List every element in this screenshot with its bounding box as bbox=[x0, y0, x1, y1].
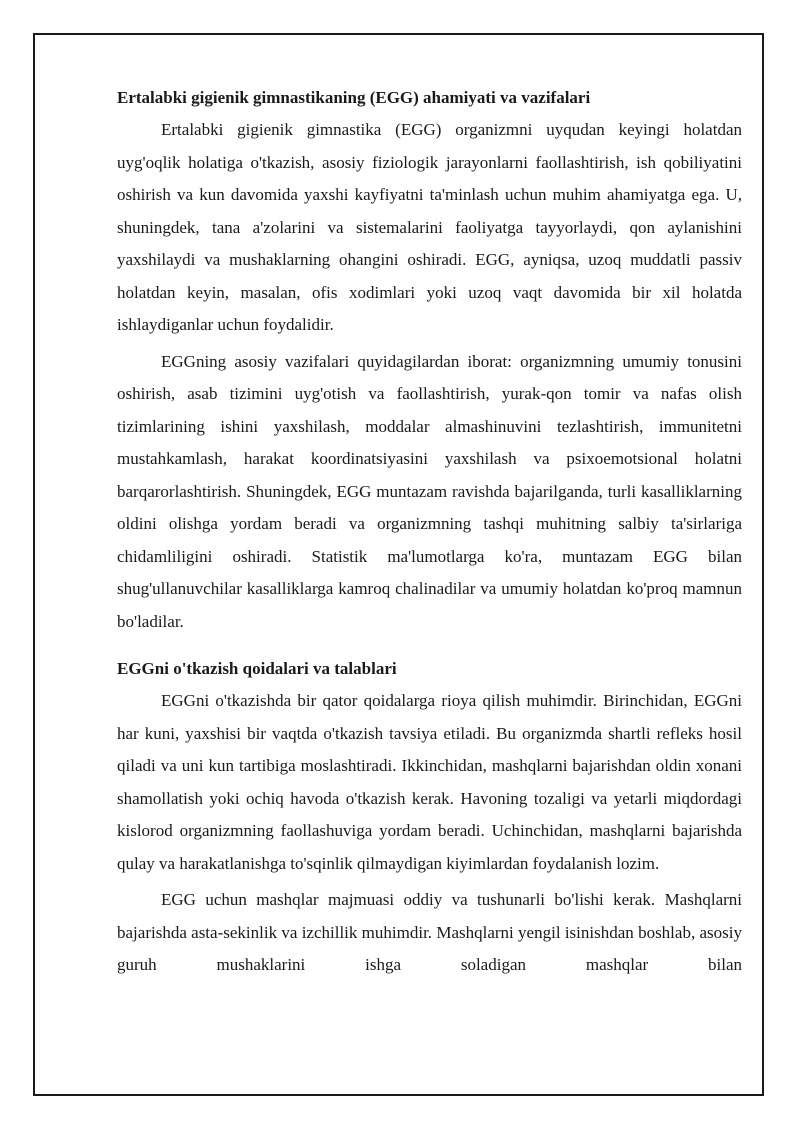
document-body bbox=[117, 82, 742, 986]
paragraph-rules: EGGni o'tkazishda bir qator qoidalarga rioya qilish muhimdir. Birinchidan, EGGni har kuni, yaxshisi bir vaqtda o'tkazish tavsiya etiladi. Bu organizmda shartli refleks hosil qiladi va uni kun tartibiga moslashtiradi. Ikkinchidan, mashqlarni bajarishdan oldin xonani shamollatish yoki ochiq havoda o'tkazish kerak. Havoning tozaligi va yetarli miqdordagi kislorod organizmning faollashuviga yordam beradi. Uchinchidan, mashqlarni bajarishda qulay va harakatlanishga to'sqinlik qilmaydigan kiyimlardan foydalanish lozim. bbox=[117, 691, 742, 873]
section-heading-importance: Ertalabki gigienik gimnastikaning (EGG) ahamiyati va vazifalari bbox=[117, 88, 591, 107]
paragraph-importance-intro: Ertalabki gigienik gimnastika (EGG) organizmni uyqudan keyingi holatdan uyg'oqlik holatiga o'tkazish, asosiy fiziologik jarayonlarni faollashtirish, ish qobiliyatini oshirish va kun davomida yaxshi kayfiyatni ta'minlash uchun muhim ahamiyatga ega. U, shuningdek, tana a'zolarini va sistemalarini faoliyatga tayyorlaydi, qon aylanishini yaxshilaydi va mushaklarning ohangini oshiradi. EGG, ayniqsa, uzoq muddatli passiv holatdan keyin, masalan, ofis xodimlari yoki uzoq vaqt davomida bir xil holatda ishlaydiganlar uchun foydalidir. bbox=[117, 120, 742, 334]
paragraph-exercise-complex: EGG uchun mashqlar majmuasi oddiy va tushunarli bo'lishi kerak. Mashqlarni bajarishda asta-sekinlik va izchillik muhimdir. Mashqlarni yengil isinishdan boshlab, asosiy guruh mushaklarini ishga soladigan mashqlar bilan bbox=[117, 890, 742, 974]
section-heading-rules: EGGni o'tkazish qoidalari va talablari bbox=[117, 659, 397, 678]
paragraph-main-tasks: EGGning asosiy vazifalari quyidagilardan iborat: organizmning umumiy tonusini oshirish, asab tizimini uyg'otish va faollashtirish, yurak-qon tomir va nafas olish tizimlarining ishini yaxshilash, moddalar almashinuvini tezlashtirish, immunitetni mustahkamlash, harakat koordinatsiyasini yaxshilash va psixoemotsional holatni barqarorlashtirish. Shuningdek, EGG muntazam ravishda bajarilganda, turli kasalliklarning oldini olishga yordam beradi va organizmning tashqi muhitning salbiy ta'sirlariga chidamliligini oshiradi. Statistik ma'lumotlarga ko'ra, muntazam EGG bilan shug'ullanuvchilar kasalliklarga kamroq chalinadilar va umumiy holatdan ko'proq mamnun bo'ladilar. bbox=[117, 351, 742, 631]
